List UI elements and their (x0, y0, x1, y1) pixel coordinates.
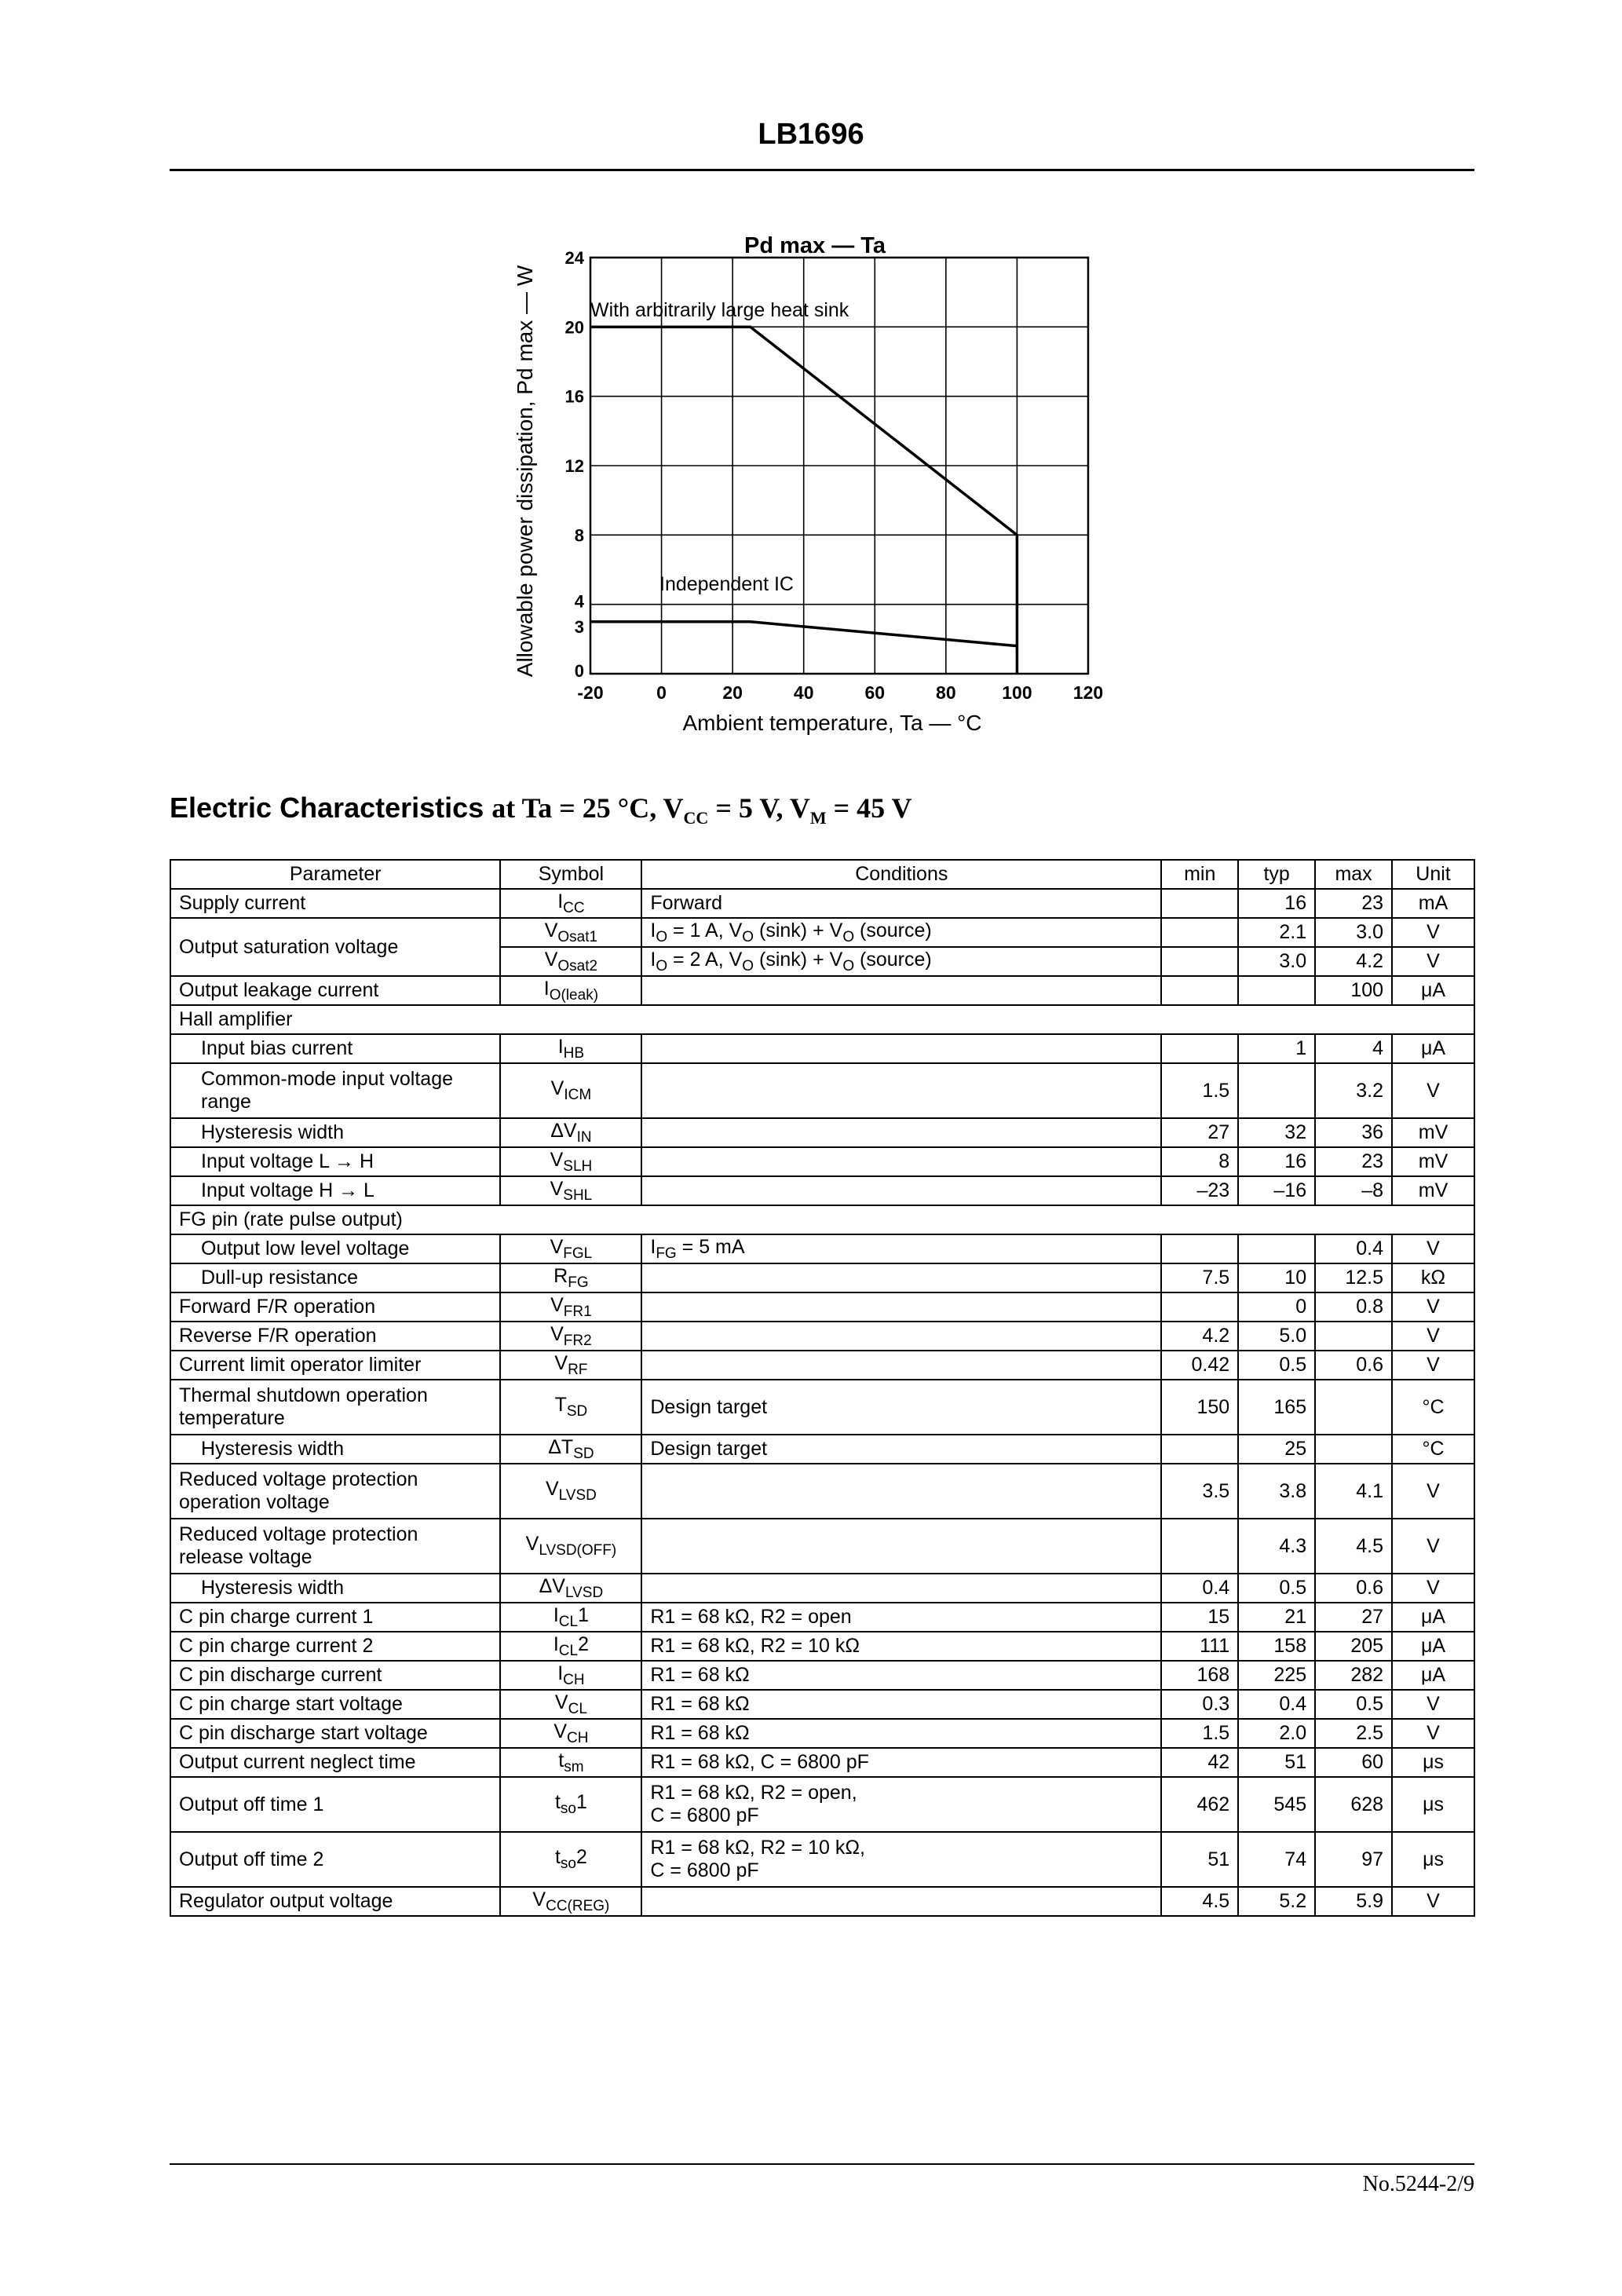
cell-parameter: Hysteresis width (170, 1435, 500, 1464)
cell-symbol: $\Delta V_{IN}$ (500, 1118, 641, 1147)
cell-conditions: R1 = 68 kΩ (641, 1719, 1161, 1748)
table-row (170, 1574, 1474, 1603)
cell-parameter: C pin charge start voltage (170, 1690, 500, 1719)
col-header-symbol: Symbol (500, 860, 641, 889)
cell-symbol: $t_{sm}$ (500, 1748, 641, 1777)
cell-parameter: Output current neglect time (170, 1748, 500, 1777)
series-label-independent-ic: Independent IC (659, 573, 794, 595)
cell-unit: °C (1392, 1380, 1474, 1435)
cell-min: 27 (1161, 1118, 1238, 1147)
cell-conditions (641, 1063, 1161, 1118)
cell-min: –23 (1161, 1176, 1238, 1205)
cell-typ: 51 (1238, 1748, 1315, 1777)
cell-typ: 16 (1238, 1147, 1315, 1176)
table-row (170, 1661, 1474, 1690)
cell-unit: V (1392, 1322, 1474, 1351)
cell-typ: 2.1 (1238, 918, 1315, 947)
cell-min (1161, 976, 1238, 1005)
cell-parameter: Output low level voltage (170, 1234, 500, 1263)
electric-characteristics-table (170, 859, 1475, 1917)
cell-max: 4 (1315, 1034, 1392, 1063)
cell-parameter: C pin charge current 2 (170, 1632, 500, 1661)
cell-symbol: $I_{HB}$ (500, 1034, 641, 1063)
cell-min (1161, 1234, 1238, 1263)
cell-conditions: $I_O = 2$ A, $V_O$ $(\sin k) + V_O$ (source) (641, 947, 1161, 976)
cell-conditions: R1 = 68 kΩ, R2 = open, C = 6800 pF (641, 1777, 1161, 1832)
cell-symbol: $I_{CL}2$ (500, 1632, 641, 1661)
cell-conditions: R1 = 68 kΩ, R2 = 10 kΩ, C = 6800 pF (641, 1832, 1161, 1887)
cell-symbol: $V_{RF}$ (500, 1351, 641, 1380)
cell-parameter: Input bias current (170, 1034, 500, 1063)
cell-typ: 74 (1238, 1832, 1315, 1887)
cell-conditions (641, 1519, 1161, 1574)
cell-conditions (641, 1464, 1161, 1519)
cell-conditions (641, 1292, 1161, 1322)
y-tick-label: 3 (574, 616, 584, 637)
cell-parameter: C pin discharge start voltage (170, 1719, 500, 1748)
cell-min: 15 (1161, 1603, 1238, 1632)
col-header-typ: typ (1238, 860, 1315, 889)
cell-symbol: $V_{FR2}$ (500, 1322, 641, 1351)
cell-unit: V (1392, 1887, 1474, 1916)
cell-min: 1.5 (1161, 1719, 1238, 1748)
cell-typ (1238, 976, 1315, 1005)
chart-y-axis-label: Allowable power dissipation, Pd max — W (513, 265, 537, 678)
cell-max (1315, 1380, 1392, 1435)
cell-conditions: R1 = 68 kΩ (641, 1690, 1161, 1719)
cell-max: 36 (1315, 1118, 1392, 1147)
table-row (170, 1748, 1474, 1777)
cell-conditions (641, 1118, 1161, 1147)
table-row (170, 1234, 1474, 1263)
cell-typ: 0.4 (1238, 1690, 1315, 1719)
cell-parameter: Reduced voltage protection release voltage (170, 1519, 500, 1574)
table-row (170, 1147, 1474, 1176)
cell-typ: 0 (1238, 1292, 1315, 1322)
cell-typ (1238, 1234, 1315, 1263)
cell-conditions (641, 1147, 1161, 1176)
cell-parameter: C pin discharge current (170, 1661, 500, 1690)
cell-parameter: Reverse F/R operation (170, 1322, 500, 1351)
cell-symbol: $I_{CH}$ (500, 1661, 641, 1690)
x-tick-label: 100 (1002, 682, 1032, 703)
cell-parameter: Output off time 2 (170, 1832, 500, 1887)
cell-unit: V (1392, 1719, 1474, 1748)
cell-symbol: $I_{O(leak)}$ (500, 976, 641, 1005)
chart-x-axis-label: Ambient temperature, Ta — °C (682, 711, 982, 735)
cell-unit: μA (1392, 1034, 1474, 1063)
cell-conditions (641, 1176, 1161, 1205)
cell-max: 0.5 (1315, 1690, 1392, 1719)
cell-min: 111 (1161, 1632, 1238, 1661)
cell-max (1315, 1322, 1392, 1351)
cell-min: 0.4 (1161, 1574, 1238, 1603)
cell-max: 27 (1315, 1603, 1392, 1632)
cell-parameter: Output leakage current (170, 976, 500, 1005)
x-tick-label: 60 (864, 682, 886, 703)
cell-parameter: Hysteresis width (170, 1118, 500, 1147)
y-tick-label: 24 (564, 248, 584, 268)
cell-min: 4.2 (1161, 1322, 1238, 1351)
cell-conditions: R1 = 68 kΩ, R2 = 10 kΩ (641, 1632, 1161, 1661)
series-label-heat-sink: With arbitrarily large heat sink (590, 299, 849, 321)
table-row (170, 1292, 1474, 1322)
cell-unit: V (1392, 918, 1474, 947)
cell-max: 0.8 (1315, 1292, 1392, 1322)
section-title (170, 792, 912, 828)
cell-parameter: Input voltage L → H (170, 1147, 500, 1176)
section-title-conditions: at Ta = 25 °C, $V_{CC} = 5$ V, $V_M = 45$ V (491, 792, 912, 828)
cell-min: 168 (1161, 1661, 1238, 1690)
cell-max: 282 (1315, 1661, 1392, 1690)
cell-symbol: $V_{SHL}$ (500, 1176, 641, 1205)
x-tick-label: 20 (722, 682, 743, 703)
cell-typ: 16 (1238, 889, 1315, 918)
cell-unit: μA (1392, 976, 1474, 1005)
cell-typ: 25 (1238, 1435, 1315, 1464)
cell-max: 23 (1315, 889, 1392, 918)
cell-typ: 545 (1238, 1777, 1315, 1832)
cell-parameter: Hysteresis width (170, 1574, 500, 1603)
table-row (170, 1719, 1474, 1748)
cell-symbol: $V_{SLH}$ (500, 1147, 641, 1176)
cell-typ (1238, 1063, 1315, 1118)
section-title-main: Electric Characteristics (170, 792, 484, 824)
cell-max: 4.1 (1315, 1464, 1392, 1519)
cell-conditions (641, 1351, 1161, 1380)
cell-typ: –16 (1238, 1176, 1315, 1205)
table-row (170, 976, 1474, 1005)
cell-symbol: $V_{CL}$ (500, 1690, 641, 1719)
cell-unit: μs (1392, 1748, 1474, 1777)
y-tick-label: 4 (574, 591, 584, 612)
cell-max: 97 (1315, 1832, 1392, 1887)
section-row-label: Hall amplifier (170, 1005, 1474, 1034)
cell-max: 4.2 (1315, 947, 1392, 976)
y-tick-label: 20 (564, 317, 584, 338)
table-row (170, 1632, 1474, 1661)
cell-min (1161, 1435, 1238, 1464)
y-tick-label: 8 (574, 525, 584, 546)
table-row (170, 1435, 1474, 1464)
cell-typ: 21 (1238, 1603, 1315, 1632)
cell-symbol: $T_{SD}$ (500, 1380, 641, 1435)
cell-parameter: Regulator output voltage (170, 1887, 500, 1916)
cell-unit: V (1392, 1063, 1474, 1118)
cell-conditions (641, 1034, 1161, 1063)
cell-typ: 4.3 (1238, 1519, 1315, 1574)
cell-min (1161, 947, 1238, 976)
cell-parameter: Input voltage H → L (170, 1176, 500, 1205)
cell-typ: 3.8 (1238, 1464, 1315, 1519)
cell-typ: 3.0 (1238, 947, 1315, 976)
table-row (170, 1832, 1474, 1887)
cell-typ: 158 (1238, 1632, 1315, 1661)
table-row (170, 889, 1474, 918)
cell-max: 0.6 (1315, 1351, 1392, 1380)
cell-unit: V (1392, 1574, 1474, 1603)
cell-parameter: Supply current (170, 889, 500, 918)
table-row (170, 1205, 1474, 1234)
y-tick-label: 16 (564, 386, 584, 407)
cell-symbol: $V_{ICM}$ (500, 1063, 641, 1118)
x-tick-label: 0 (656, 682, 667, 703)
cell-conditions (641, 1263, 1161, 1292)
cell-parameter: Output saturation voltage (170, 918, 500, 976)
table-row (170, 1176, 1474, 1205)
cell-unit: V (1392, 1351, 1474, 1380)
cell-max: 23 (1315, 1147, 1392, 1176)
cell-max: –8 (1315, 1176, 1392, 1205)
cell-unit: mV (1392, 1118, 1474, 1147)
table-row (170, 1063, 1474, 1118)
cell-min (1161, 1519, 1238, 1574)
cell-conditions: $I_O = 1$ A, $V_O$ $(\sin k) + V_O$ (source) (641, 918, 1161, 947)
footer-rule (170, 2163, 1474, 2165)
table-row (170, 1322, 1474, 1351)
cell-symbol: $V_{CC(REG)}$ (500, 1887, 641, 1916)
cell-unit: kΩ (1392, 1263, 1474, 1292)
cell-max: 100 (1315, 976, 1392, 1005)
cell-parameter: Common-mode input voltage range (170, 1063, 500, 1118)
table-row (170, 1464, 1474, 1519)
cell-min (1161, 1034, 1238, 1063)
cell-max: 205 (1315, 1632, 1392, 1661)
table-row (170, 1351, 1474, 1380)
cell-max: 3.2 (1315, 1063, 1392, 1118)
cell-unit: μs (1392, 1832, 1474, 1887)
cell-min (1161, 918, 1238, 947)
cell-symbol: $V_{CH}$ (500, 1719, 641, 1748)
cell-unit: μA (1392, 1632, 1474, 1661)
cell-min (1161, 1292, 1238, 1322)
cell-symbol: $V_{FR1}$ (500, 1292, 641, 1322)
cell-typ: 0.5 (1238, 1351, 1315, 1380)
cell-conditions: R1 = 68 kΩ, R2 = open (641, 1603, 1161, 1632)
cell-typ: 225 (1238, 1661, 1315, 1690)
cell-unit: V (1392, 1464, 1474, 1519)
col-header-min: min (1161, 860, 1238, 889)
cell-min: 7.5 (1161, 1263, 1238, 1292)
cell-unit: mV (1392, 1176, 1474, 1205)
table-header-row (170, 860, 1474, 889)
cell-max: 0.4 (1315, 1234, 1392, 1263)
col-header-unit: Unit (1392, 860, 1474, 889)
cell-typ: 0.5 (1238, 1574, 1315, 1603)
cell-conditions (641, 1322, 1161, 1351)
table-row (170, 1118, 1474, 1147)
cell-min: 1.5 (1161, 1063, 1238, 1118)
cell-symbol: $R_{FG}$ (500, 1263, 641, 1292)
cell-min: 51 (1161, 1832, 1238, 1887)
cell-symbol: $V_{LVSD(OFF)}$ (500, 1519, 641, 1574)
cell-max: 5.9 (1315, 1887, 1392, 1916)
cell-conditions: $I_{FG} = 5$ mA (641, 1234, 1161, 1263)
cell-unit: μA (1392, 1603, 1474, 1632)
table-row (170, 1887, 1474, 1916)
table-row (170, 1777, 1474, 1832)
y-tick-label: 0 (574, 661, 584, 681)
cell-min: 462 (1161, 1777, 1238, 1832)
cell-symbol: $V_{FGL}$ (500, 1234, 641, 1263)
cell-max: 628 (1315, 1777, 1392, 1832)
cell-min: 3.5 (1161, 1464, 1238, 1519)
x-tick-label: -20 (577, 682, 604, 703)
cell-typ: 5.0 (1238, 1322, 1315, 1351)
cell-max: 60 (1315, 1748, 1392, 1777)
cell-max: 0.6 (1315, 1574, 1392, 1603)
cell-min: 4.5 (1161, 1887, 1238, 1916)
cell-unit: °C (1392, 1435, 1474, 1464)
table-row (170, 1519, 1474, 1574)
cell-symbol: $V_{LVSD}$ (500, 1464, 641, 1519)
cell-typ: 1 (1238, 1034, 1315, 1063)
cell-unit: V (1392, 1292, 1474, 1322)
cell-parameter: C pin charge current 1 (170, 1603, 500, 1632)
cell-unit: V (1392, 1690, 1474, 1719)
pd-ta-chart (0, 0, 1622, 785)
x-tick-label: 80 (936, 682, 956, 703)
cell-max (1315, 1435, 1392, 1464)
table-row (170, 918, 1474, 947)
cell-conditions: Design target (641, 1435, 1161, 1464)
cell-unit: V (1392, 1234, 1474, 1263)
x-tick-label: 40 (793, 682, 814, 703)
cell-min: 8 (1161, 1147, 1238, 1176)
cell-typ: 2.0 (1238, 1719, 1315, 1748)
col-header-parameter: Parameter (170, 860, 500, 889)
x-tick-label: 120 (1072, 682, 1104, 703)
cell-conditions: Design target (641, 1380, 1161, 1435)
cell-typ: 32 (1238, 1118, 1315, 1147)
y-tick-label: 12 (564, 456, 584, 476)
cell-conditions (641, 1574, 1161, 1603)
cell-symbol: $I_{CL}1$ (500, 1603, 641, 1632)
cell-conditions (641, 1887, 1161, 1916)
cell-max: 3.0 (1315, 918, 1392, 947)
cell-symbol: $\Delta T_{SD}$ (500, 1435, 641, 1464)
cell-symbol: $I_{CC}$ (500, 889, 641, 918)
cell-typ: 10 (1238, 1263, 1315, 1292)
cell-unit: V (1392, 1519, 1474, 1574)
cell-symbol: $\Delta V_{LVSD}$ (500, 1574, 641, 1603)
cell-conditions: R1 = 68 kΩ, C = 6800 pF (641, 1748, 1161, 1777)
cell-symbol: $t_{so}2$ (500, 1832, 641, 1887)
cell-conditions: R1 = 68 kΩ (641, 1661, 1161, 1690)
page-header-part-number: LB1696 (758, 118, 864, 151)
cell-parameter: Dull-up resistance (170, 1263, 500, 1292)
cell-min (1161, 889, 1238, 918)
table-row (170, 1263, 1474, 1292)
cell-parameter: Output off time 1 (170, 1777, 500, 1832)
table-row (170, 1690, 1474, 1719)
cell-parameter: Reduced voltage protection operation voltage (170, 1464, 500, 1519)
cell-max: 2.5 (1315, 1719, 1392, 1748)
cell-symbol: $V_{Osat1}$ (500, 918, 641, 947)
cell-unit: mA (1392, 889, 1474, 918)
cell-min: 42 (1161, 1748, 1238, 1777)
footer-page-ref: No.5244-2/9 (1362, 2172, 1474, 2196)
cell-max: 12.5 (1315, 1263, 1392, 1292)
cell-parameter: Thermal shutdown operation temperature (170, 1380, 500, 1435)
cell-conditions (641, 976, 1161, 1005)
cell-conditions: Forward (641, 889, 1161, 918)
cell-typ: 5.2 (1238, 1887, 1315, 1916)
cell-typ: 165 (1238, 1380, 1315, 1435)
cell-parameter: Forward F/R operation (170, 1292, 500, 1322)
col-header-max: max (1315, 860, 1392, 889)
table-row (170, 1603, 1474, 1632)
cell-max: 4.5 (1315, 1519, 1392, 1574)
cell-parameter: Current limit operator limiter (170, 1351, 500, 1380)
cell-unit: mV (1392, 1147, 1474, 1176)
table-row (170, 1034, 1474, 1063)
cell-min: 150 (1161, 1380, 1238, 1435)
cell-unit: μA (1392, 1661, 1474, 1690)
cell-symbol: $V_{Osat2}$ (500, 947, 641, 976)
cell-unit: μs (1392, 1777, 1474, 1832)
section-row-label: FG pin (rate pulse output) (170, 1205, 1474, 1234)
cell-symbol: $t_{so}1$ (500, 1777, 641, 1832)
chart-title: Pd max — Ta (744, 233, 886, 258)
table-row (170, 1005, 1474, 1034)
table-row (170, 1380, 1474, 1435)
cell-min: 0.3 (1161, 1690, 1238, 1719)
cell-min: 0.42 (1161, 1351, 1238, 1380)
cell-unit: V (1392, 947, 1474, 976)
col-header-conditions: Conditions (641, 860, 1161, 889)
